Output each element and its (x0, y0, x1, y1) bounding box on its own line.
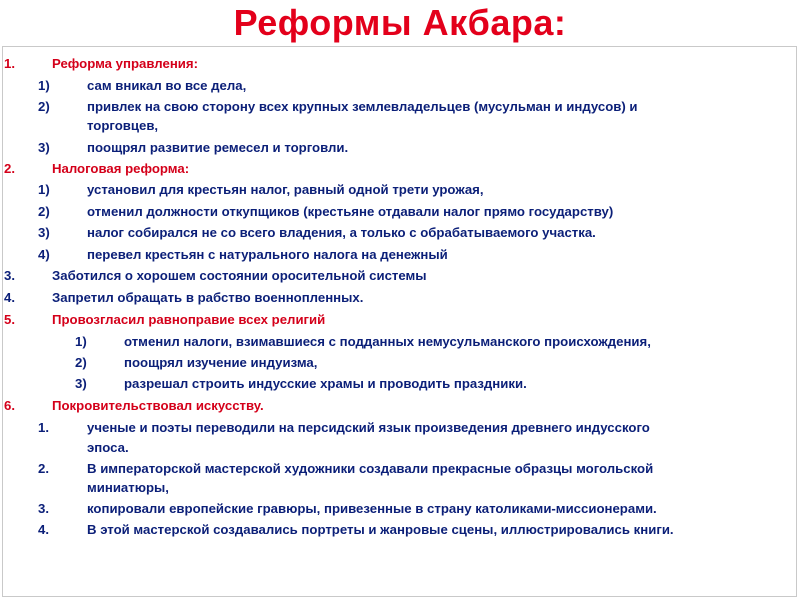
section-5-heading: Провозгласил равноправие всех религий (52, 312, 326, 327)
list-item: налог собирался не со всего владения, а только с обрабатываемого участка. (87, 225, 596, 240)
list-number: 1) (75, 334, 87, 349)
list-item: разрешал строить индусские храмы и проводить праздники. (124, 376, 527, 391)
list-item: отменил должности откупщиков (крестьяне отдавали налог прямо государству) (87, 204, 614, 219)
section-6-heading: Покровительствовал искусству. (52, 398, 264, 413)
section-6-number: 6. (4, 398, 15, 413)
list-item: поощрял развитие ремесел и торговли. (87, 140, 349, 155)
list-item: перевел крестьян с натурального налога на денежный (87, 247, 448, 262)
list-number: 1. (38, 420, 49, 435)
list-number: 3) (75, 376, 87, 391)
list-number: 4. (38, 522, 49, 537)
list-item-continuation: торговцев, (87, 118, 159, 133)
section-2-number: 2. (4, 161, 15, 176)
list-number: 2) (75, 355, 87, 370)
list-item-continuation: эпоса. (87, 440, 129, 455)
list-item: ученые и поэты переводили на персидский язык произведения древнего индусского (87, 420, 650, 435)
page-title: Реформы Акбара: (233, 2, 567, 43)
list-item: сам вникал во все дела, (87, 78, 247, 93)
section-4-number: 4. (4, 290, 15, 305)
section-5-number: 5. (4, 312, 15, 327)
list-item: установил для крестьян налог, равный одной трети урожая, (87, 182, 484, 197)
section-3-heading: Заботился о хорошем состоянии оросительной системы (52, 268, 427, 283)
section-2-heading: Налоговая реформа: (52, 161, 190, 176)
list-number: 4) (38, 247, 50, 262)
section-4-heading: Запретил обращать в рабство военнопленных. (52, 290, 364, 305)
list-number: 1) (38, 182, 50, 197)
section-1-number: 1. (4, 56, 15, 71)
section-3-number: 3. (4, 268, 15, 283)
list-item-continuation: миниатюры, (87, 480, 169, 495)
list-item: В этой мастерской создавались портреты и жанровые сцены, иллюстрировались книги. (87, 522, 674, 537)
list-item: привлек на свою сторону всех крупных землевладельцев (мусульман и индусов) и (87, 99, 638, 114)
list-item: поощрял изучение индуизма, (124, 355, 318, 370)
section-1-heading: Реформа управления: (52, 56, 199, 71)
list-item: В императорской мастерской художники создавали прекрасные образцы могольской (87, 461, 654, 476)
list-number: 2) (38, 99, 50, 114)
list-item: копировали европейские гравюры, привезенные в страну католиками-миссионерами. (87, 501, 657, 516)
list-number: 2) (38, 204, 50, 219)
list-number: 3) (38, 140, 50, 155)
list-number: 3) (38, 225, 50, 240)
list-number: 1) (38, 78, 50, 93)
list-item: отменил налоги, взимавшиеся с подданных немусульманского происхождения, (124, 334, 651, 349)
list-number: 2. (38, 461, 49, 476)
list-number: 3. (38, 501, 49, 516)
